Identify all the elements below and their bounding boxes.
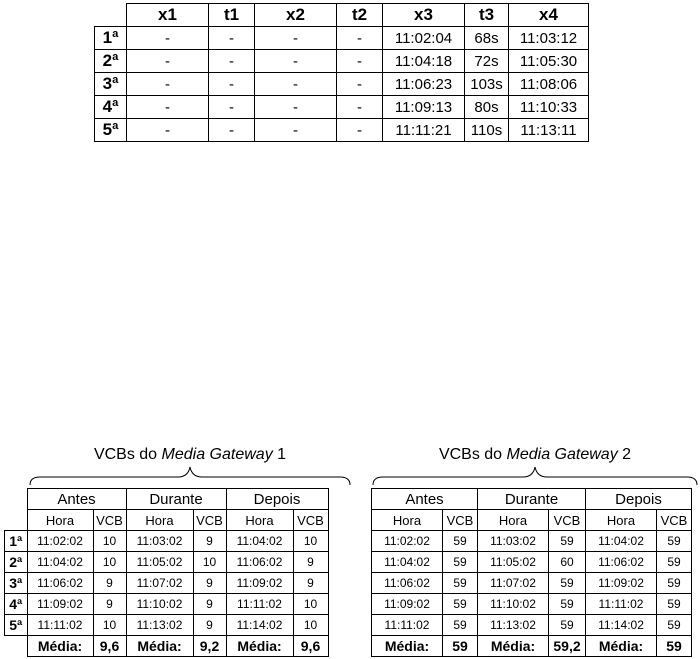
row-label: 2ª: [95, 50, 127, 73]
cell: -: [209, 96, 255, 119]
table-row: [372, 531, 692, 552]
cell: 11:04:02: [586, 531, 657, 552]
table-row: [5, 594, 329, 615]
cell: 10: [293, 615, 328, 636]
cell: 11:05:02: [126, 552, 193, 573]
cell: 59: [443, 594, 478, 615]
col-header: t2: [337, 4, 383, 27]
sub-header-row: [372, 510, 692, 531]
group-header: Antes: [372, 489, 478, 510]
cell: -: [255, 27, 337, 50]
sub-header: Hora: [226, 510, 293, 531]
cell: 9: [293, 552, 328, 573]
header-row: [95, 4, 589, 27]
mg2-brace: [371, 465, 699, 487]
cell: 60: [549, 552, 586, 573]
cell: 59: [657, 531, 692, 552]
cell: 11:10:02: [126, 594, 193, 615]
sub-header: VCB: [193, 510, 226, 531]
cell: -: [255, 50, 337, 73]
average-label: Média:: [586, 636, 657, 657]
table-row: [95, 73, 589, 96]
cell: -: [209, 27, 255, 50]
cell: 9: [93, 594, 126, 615]
average-label: Média:: [27, 636, 93, 657]
cell: 10: [293, 594, 328, 615]
group-header: Durante: [478, 489, 586, 510]
cell: -: [337, 119, 383, 142]
table-row: [372, 615, 692, 636]
cell: 9: [193, 594, 226, 615]
cell: 9: [93, 573, 126, 594]
cell: -: [255, 119, 337, 142]
cell: -: [209, 50, 255, 73]
cell: 11:11:02: [586, 594, 657, 615]
cell: 11:06:02: [586, 552, 657, 573]
group-header-row: [372, 489, 692, 510]
table-row: [95, 96, 589, 119]
cell: 59: [549, 615, 586, 636]
cell: 80s: [465, 96, 509, 119]
row-label: 3ª: [95, 73, 127, 96]
cell: 11:11:02: [27, 615, 93, 636]
corner-cell: [95, 4, 127, 27]
cell: 11:08:06: [509, 73, 589, 96]
cell: 11:09:13: [383, 96, 465, 119]
mg2-table: [371, 488, 692, 657]
sub-header: Hora: [372, 510, 443, 531]
table-row: [372, 552, 692, 573]
average-row: [372, 636, 692, 657]
cell: 10: [93, 531, 126, 552]
cell: 11:11:02: [372, 615, 443, 636]
col-header: x4: [509, 4, 589, 27]
cell: 59: [443, 552, 478, 573]
sub-header: Hora: [27, 510, 93, 531]
cell: -: [127, 96, 209, 119]
cell: -: [127, 50, 209, 73]
table-row: [372, 594, 692, 615]
row-label: 5ª: [5, 615, 28, 636]
row-label: 2ª: [5, 552, 28, 573]
row-label: 4ª: [95, 96, 127, 119]
cell: 11:14:02: [226, 615, 293, 636]
sub-header: VCB: [549, 510, 586, 531]
cell: 11:06:23: [383, 73, 465, 96]
col-header: x2: [255, 4, 337, 27]
average-value: 9,6: [293, 636, 328, 657]
group-header: Depois: [226, 489, 328, 510]
cell: 11:06:02: [226, 552, 293, 573]
cell: 11:13:02: [126, 615, 193, 636]
cell: 59: [657, 573, 692, 594]
cell: 11:02:04: [383, 27, 465, 50]
col-header: x3: [383, 4, 465, 27]
cell: 68s: [465, 27, 509, 50]
cell: 10: [293, 531, 328, 552]
mg1-table: [4, 488, 329, 657]
sub-header: VCB: [657, 510, 692, 531]
sub-header: Hora: [586, 510, 657, 531]
cell: 11:04:02: [27, 552, 93, 573]
sub-header: VCB: [293, 510, 328, 531]
cell: 59: [657, 594, 692, 615]
cell: -: [337, 96, 383, 119]
cell: 11:10:33: [509, 96, 589, 119]
cell: 11:02:02: [372, 531, 443, 552]
cell: 11:03:02: [478, 531, 549, 552]
cell: -: [127, 73, 209, 96]
sub-header-row: [5, 510, 329, 531]
average-value: 59,2: [549, 636, 586, 657]
average-row: [5, 636, 329, 657]
mg1-caption: VCBs do Media Gateway 1: [93, 446, 287, 463]
cell: 11:06:02: [372, 573, 443, 594]
cell: 9: [193, 573, 226, 594]
cell: 11:05:02: [478, 552, 549, 573]
row-label: 1ª: [5, 531, 28, 552]
group-header: Depois: [586, 489, 692, 510]
cell: 10: [193, 552, 226, 573]
group-header: Durante: [126, 489, 226, 510]
cell: 59: [549, 594, 586, 615]
sub-header: Hora: [478, 510, 549, 531]
cell: 59: [443, 615, 478, 636]
average-label: Média:: [478, 636, 549, 657]
col-header: x1: [127, 4, 209, 27]
average-value: 9,2: [193, 636, 226, 657]
sub-header: VCB: [443, 510, 478, 531]
cell: 59: [443, 573, 478, 594]
cell: 11:03:02: [126, 531, 193, 552]
table-row: [95, 119, 589, 142]
cell: -: [209, 119, 255, 142]
table-row: [5, 573, 329, 594]
cell: 9: [193, 531, 226, 552]
cell: 11:06:02: [27, 573, 93, 594]
row-label: 5ª: [95, 119, 127, 142]
cell: -: [255, 73, 337, 96]
cell: 11:10:02: [478, 594, 549, 615]
sub-header: VCB: [93, 510, 126, 531]
cell: 11:07:02: [126, 573, 193, 594]
cell: 11:03:12: [509, 27, 589, 50]
sub-header: Hora: [126, 510, 193, 531]
cell: 11:02:02: [27, 531, 93, 552]
average-value: 59: [443, 636, 478, 657]
cell: 110s: [465, 119, 509, 142]
cell: -: [337, 73, 383, 96]
cell: 11:13:11: [509, 119, 589, 142]
average-label: Média:: [226, 636, 293, 657]
col-header: t1: [209, 4, 255, 27]
cell: 11:05:30: [509, 50, 589, 73]
cell: 59: [657, 615, 692, 636]
cell: 11:09:02: [586, 573, 657, 594]
cell: 11:07:02: [478, 573, 549, 594]
average-label: Média:: [126, 636, 193, 657]
average-label: Média:: [372, 636, 443, 657]
cell: 9: [293, 573, 328, 594]
cell: -: [337, 27, 383, 50]
cell: 11:13:02: [478, 615, 549, 636]
cell: 59: [443, 531, 478, 552]
cell: -: [127, 119, 209, 142]
cell: 11:09:02: [27, 594, 93, 615]
cell: -: [337, 50, 383, 73]
cell: 9: [193, 615, 226, 636]
row-label: 3ª: [5, 573, 28, 594]
group-header: Antes: [27, 489, 126, 510]
cell: 11:09:02: [372, 594, 443, 615]
cell: 11:11:02: [226, 594, 293, 615]
table-row: [372, 573, 692, 594]
corner-cell: [5, 510, 28, 531]
table-row: [5, 615, 329, 636]
table-row: [5, 531, 329, 552]
mg2-caption: VCBs do Media Gateway 2: [438, 446, 632, 463]
cell: 10: [93, 615, 126, 636]
cell: 11:04:02: [226, 531, 293, 552]
cell: 103s: [465, 73, 509, 96]
cell: -: [127, 27, 209, 50]
cell: 59: [549, 531, 586, 552]
col-header: t3: [465, 4, 509, 27]
table-row: [5, 552, 329, 573]
cell: 10: [93, 552, 126, 573]
cell: 11:04:18: [383, 50, 465, 73]
row-label: 4ª: [5, 594, 28, 615]
times-table: [94, 3, 589, 142]
cell: 11:11:21: [383, 119, 465, 142]
average-value: 59: [657, 636, 692, 657]
corner-cell: [5, 489, 28, 510]
average-value: 9,6: [93, 636, 126, 657]
cell: 72s: [465, 50, 509, 73]
table-row: [95, 50, 589, 73]
mg1-brace: [28, 465, 352, 487]
cell: -: [209, 73, 255, 96]
cell: 11:14:02: [586, 615, 657, 636]
cell: 59: [657, 552, 692, 573]
row-label: 1ª: [95, 27, 127, 50]
cell: 59: [549, 573, 586, 594]
cell: 11:09:02: [226, 573, 293, 594]
corner-cell: [5, 636, 28, 657]
cell: -: [255, 96, 337, 119]
group-header-row: [5, 489, 329, 510]
cell: 11:04:02: [372, 552, 443, 573]
table-row: [95, 27, 589, 50]
